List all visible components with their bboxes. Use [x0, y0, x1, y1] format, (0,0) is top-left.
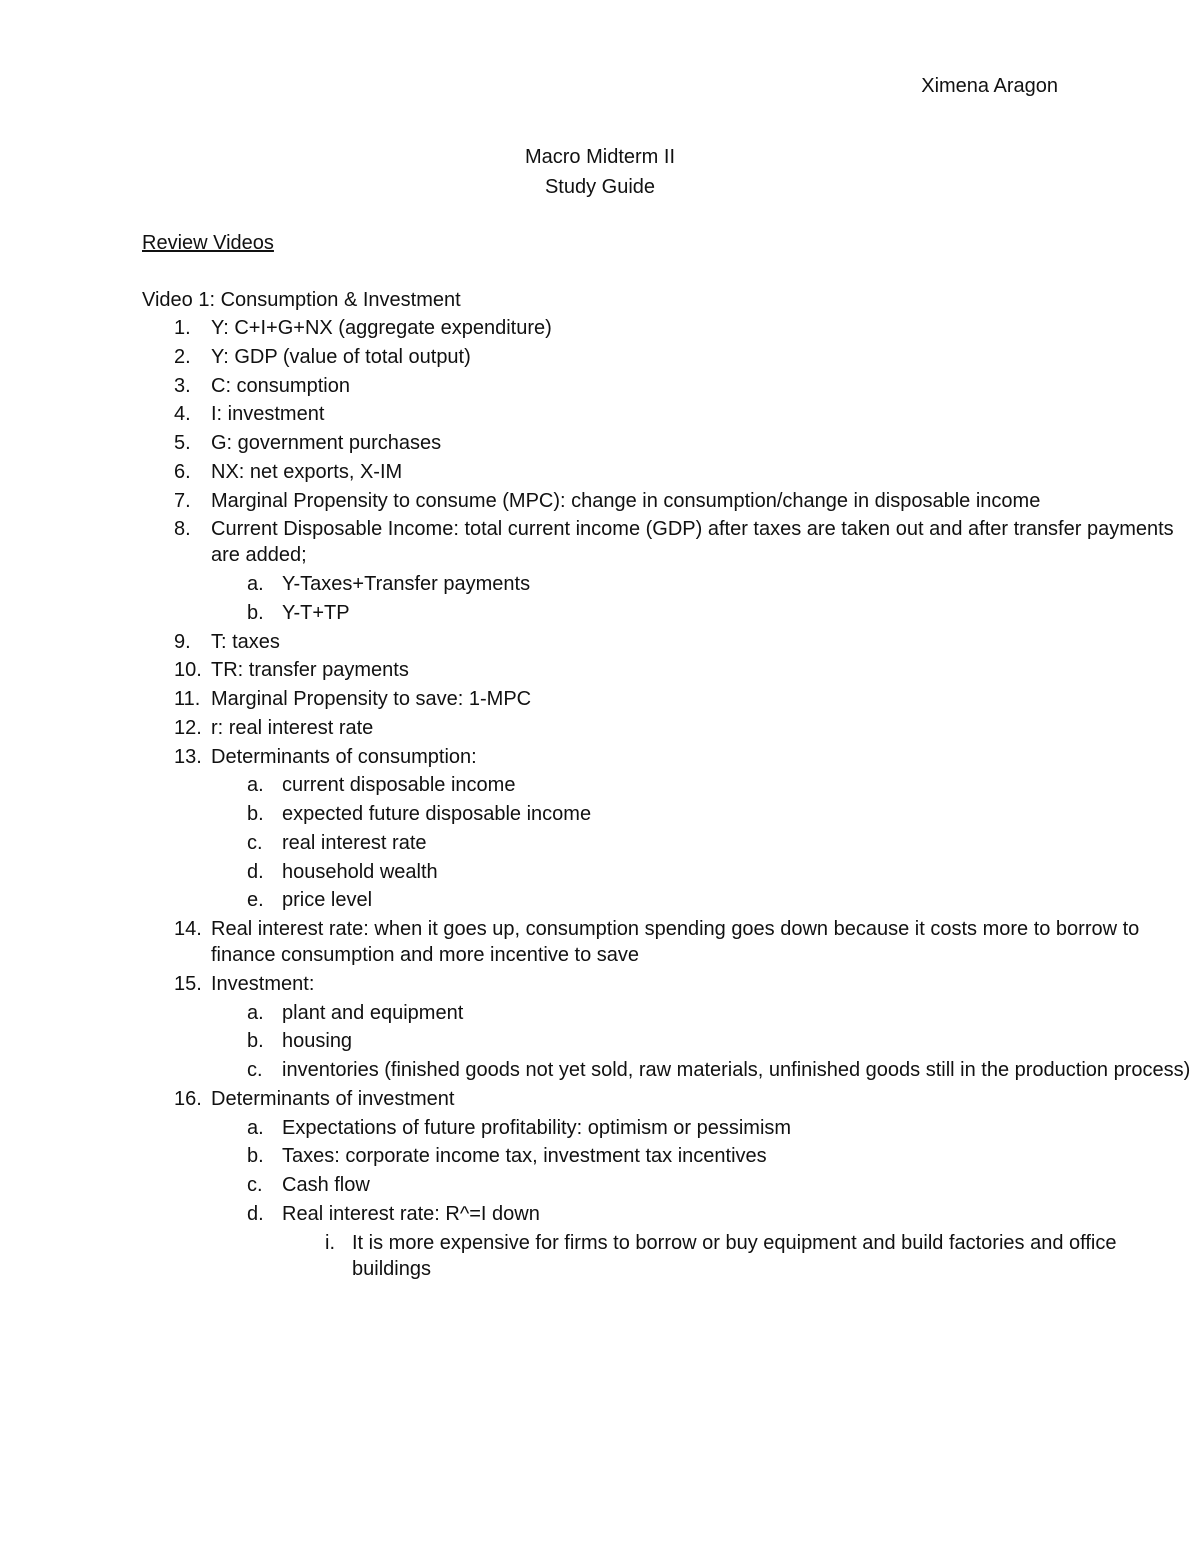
list-item-number: 2. [174, 345, 191, 368]
list-item-text: It is more expensive for firms to borrow or buy equipment and build factories and office buildings [352, 1231, 1117, 1280]
list-item [0, 1000, 1200, 1026]
list-item [0, 1201, 1200, 1227]
list-item-number: 6. [174, 460, 191, 483]
list-item [0, 344, 1200, 370]
list-item [0, 516, 1200, 568]
list-item [0, 657, 1200, 683]
list-item [0, 830, 1200, 856]
list-item-text: Determinants of investment [211, 1087, 455, 1110]
list-item-text: Determinants of consumption: [211, 745, 477, 768]
list-item-text: plant and equipment [282, 1001, 464, 1024]
list-item [0, 801, 1200, 827]
list-item-number: d. [247, 860, 264, 883]
study-list [0, 315, 1200, 1284]
list-item-number: b. [247, 1145, 264, 1168]
list-item-number: 11. [174, 688, 201, 710]
list-item-text: Real interest rate: when it goes up, consumption spending goes down because it costs more to borrow to finance consumption and more incentive to save [211, 918, 1140, 966]
list-item-text: Real interest rate: R^=I down [282, 1202, 540, 1225]
list-item-text: NX: net exports, X-IM [211, 460, 403, 483]
list-item [0, 859, 1200, 885]
list-item-number: 16. [174, 1087, 202, 1110]
list-item-text: Y: C+I+G+NX (aggregate expenditure) [211, 317, 552, 339]
list-item-text: Taxes: corporate income tax, investment tax incentives [282, 1145, 767, 1168]
list-item [0, 629, 1200, 655]
list-item-text: Y: GDP (value of total output) [211, 345, 471, 368]
list-item [0, 488, 1200, 514]
list-item [0, 887, 1200, 913]
list-item-number: a. [247, 774, 264, 797]
author-name: Ximena Aragon [921, 75, 1058, 97]
list-item-number: 14. [174, 918, 202, 940]
list-item-number: 3. [174, 374, 191, 397]
list-item [0, 373, 1200, 399]
section-heading: Review Videos [142, 232, 274, 254]
list-item [0, 1086, 1200, 1112]
list-item-text: expected future disposable income [282, 803, 592, 825]
list-item-number: 7. [174, 489, 191, 512]
list-item-text: Marginal Propensity to consume (MPC): change in consumption/change in disposable income [211, 489, 1041, 512]
list-item-number: 8. [174, 518, 191, 541]
list-item-text: current disposable income [282, 774, 516, 797]
list-item-number: a. [247, 573, 264, 595]
list-item-number: d. [247, 1202, 264, 1225]
list-item [0, 1230, 1200, 1282]
document-subtitle: Study Guide [544, 176, 656, 198]
list-item [0, 430, 1200, 456]
list-item-number: i. [325, 1231, 335, 1254]
list-item-number: 10. [174, 659, 202, 682]
list-item-number: 5. [174, 432, 191, 454]
list-item [0, 971, 1200, 997]
list-item [0, 1172, 1200, 1198]
list-item-number: c. [247, 831, 263, 854]
list-item [0, 401, 1200, 427]
list-item-number: 13. [174, 745, 202, 768]
list-item-number: e. [247, 889, 264, 912]
list-item-text: price level [282, 889, 373, 912]
list-item-number: 15. [174, 972, 202, 995]
list-item-text: real interest rate [282, 831, 427, 854]
list-item [0, 315, 1200, 341]
list-item-number: c. [247, 1059, 263, 1081]
list-item-text: Expectations of future profitability: optimism or pessimism [282, 1116, 792, 1139]
list-item-text: housing [282, 1030, 353, 1053]
list-item-text: C: consumption [211, 374, 350, 397]
list-item-number: 9. [174, 630, 191, 653]
list-item-text: TR: transfer payments [211, 659, 409, 682]
list-item [0, 1143, 1200, 1169]
list-item [0, 772, 1200, 798]
list-item [0, 1115, 1200, 1141]
list-item-number: b. [247, 601, 264, 624]
list-item-text: Y-Taxes+Transfer payments [282, 573, 531, 595]
list-item-text: household wealth [282, 860, 438, 883]
list-item-text: Marginal Propensity to save: 1-MPC [211, 688, 532, 710]
list-item-number: b. [247, 1030, 264, 1053]
list-item-number: 1. [174, 317, 191, 339]
list-item [0, 600, 1200, 626]
list-item-text: Y-T+TP [282, 601, 350, 624]
list-item [0, 459, 1200, 485]
list-item-number: 12. [174, 716, 202, 739]
list-item [0, 916, 1200, 968]
list-item-text: r: real interest rate [211, 716, 374, 739]
list-item-text: I: investment [211, 403, 325, 426]
list-item-text: Investment: [211, 972, 315, 995]
list-item-number: b. [247, 803, 264, 825]
list-item-number: 4. [174, 403, 191, 426]
video-title: Video 1: Consumption & Investment [142, 289, 461, 311]
list-item-text: G: government purchases [211, 432, 442, 454]
list-item-text: Current Disposable Income: total current income (GDP) after taxes are taken out and after transfer payments are added; [211, 518, 1174, 567]
list-item-number: a. [247, 1001, 264, 1024]
document-title: Macro Midterm II [524, 146, 676, 168]
list-item [0, 686, 1200, 712]
list-item [0, 571, 1200, 597]
list-item [0, 1028, 1200, 1054]
list-item-text: T: taxes [211, 630, 280, 653]
list-item [0, 744, 1200, 770]
list-item [0, 1057, 1200, 1083]
list-item-text: inventories (finished goods not yet sold, raw materials, unfinished goods still in the production process) [282, 1059, 1191, 1081]
list-item-number: a. [247, 1116, 264, 1139]
list-item-number: c. [247, 1174, 263, 1196]
list-item [0, 715, 1200, 741]
list-item-text: Cash flow [282, 1174, 370, 1196]
